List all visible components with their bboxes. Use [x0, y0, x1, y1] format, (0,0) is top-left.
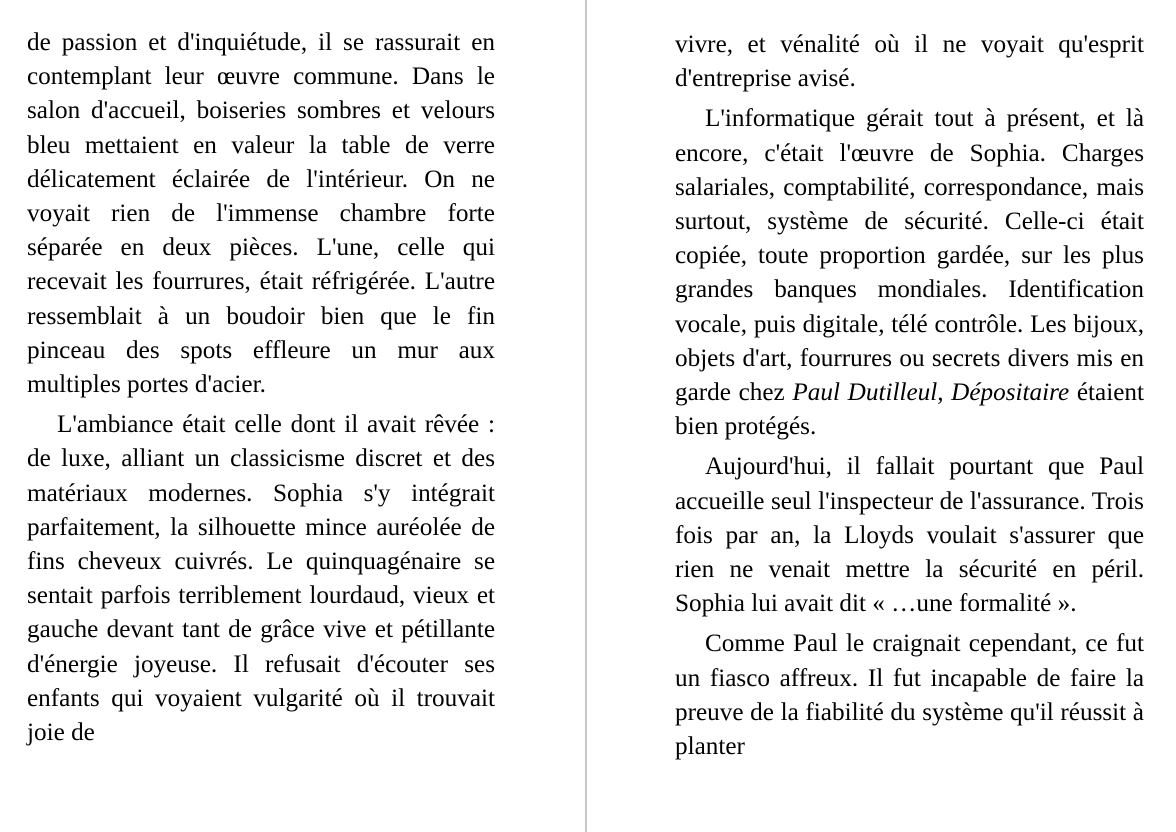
text-run: étaient bien protégés. — [675, 379, 1144, 441]
left-page — [0, 0, 585, 832]
text-run: Aujourd'hui, il fallait pourtant que Paul accueille seul l'inspecteur de l'assurance. Trois fois par an, la Lloyds voulait s'assurer que rien ne venait mettre la sécurité en péril. Sophia lui avait dit « …une formalité ». — [675, 453, 1144, 618]
italic-text-run: Paul Dutilleul, Dépositaire — [792, 379, 1070, 407]
paragraph — [675, 102, 1144, 444]
paragraph — [675, 627, 1144, 764]
text-run: de passion et d'inquiétude, il se rassurait en contemplant leur œuvre commune. Dans le salon d'accueil, boiseries sombres et velours bleu mettaient en valeur la table de verre délicatement éclairée de l'intérieur. On ne voyait rien de l'immense chambre forte séparée en deux pièces. L'une, celle qui recevait les fourrures, était réfrigérée. L'autre ressemblait à un boudoir bien que le fin pinceau des spots effleure un mur aux multiples portes d'acier. — [27, 29, 495, 399]
paragraph — [675, 28, 1144, 96]
paragraph — [675, 450, 1144, 621]
right-text-column — [675, 28, 1144, 770]
text-run: L'ambiance était celle dont il avait rêvée : de luxe, alliant un classicisme discret et des matériaux modernes. Sophia s'y intégrait parfaitement, la silhouette mince auréolée de fins cheveux cuivrés. Le quinquagénaire se sentait parfois terriblement lourdaud, vieux et gauche devant tant de grâce vive et pétillante d'énergie joyeuse. Il refusait d'écouter ses enfants qui voyaient vulgarité où il trouvait joie de — [27, 411, 495, 747]
paragraph — [27, 408, 495, 750]
text-run: L'informatique gérait tout à présent, et là encore, c'était l'œuvre de Sophia. Charges salariales, comptabilité, correspondance, mais surtout, système de sécurité. Celle-ci était copiée, toute proportion gardée, sur les plus grandes banques mondiales. Identification vocale, puis digitale, télé contrôle. Les bijoux, objets d'art, fourrures ou secrets divers mis en garde chez — [675, 105, 1144, 407]
paragraph — [27, 26, 495, 402]
left-text-column — [27, 26, 495, 756]
right-page — [587, 0, 1176, 832]
text-run: vivre, et vénalité où il ne voyait qu'esprit d'entreprise avisé. — [675, 31, 1144, 93]
text-run: Comme Paul le craignait cependant, ce fut un fiasco affreux. Il fut incapable de faire la preuve de la fiabilité du système qu'il réussit à planter — [675, 630, 1144, 761]
